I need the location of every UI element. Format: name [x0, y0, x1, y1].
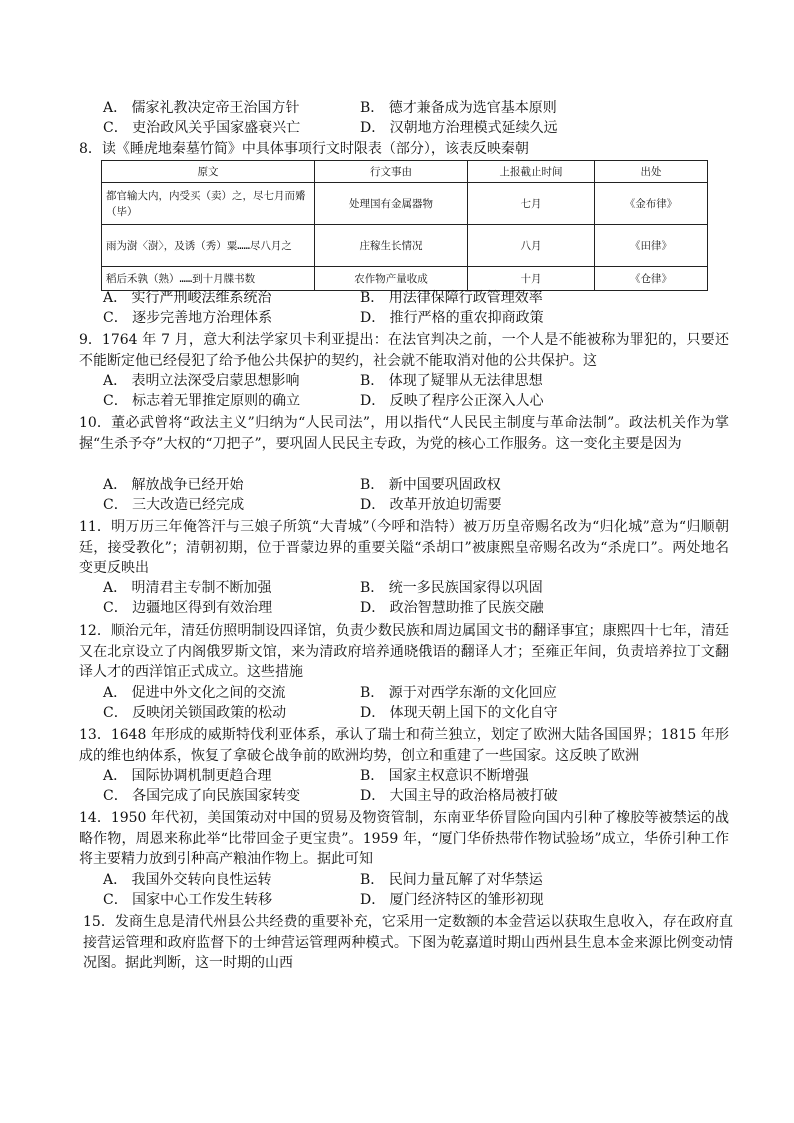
q10-option-a[interactable]: A． 解放战争已经开始	[103, 477, 244, 493]
q9-option-a[interactable]: A． 表明立法深受启蒙思想影响	[103, 373, 300, 389]
question-number: 10．	[79, 415, 111, 431]
q9-option-b[interactable]: B． 体现了疑罪从无法律思想	[360, 373, 543, 389]
table-cell: 都官输大内，内受买（卖）之，尽七月而觱（毕）	[102, 183, 315, 225]
q8-option-d[interactable]: D． 推行严格的重农抑商政策	[360, 310, 544, 326]
q13-option-a[interactable]: A． 国际协调机制更趋合理	[103, 768, 272, 784]
q11-option-c[interactable]: C． 边疆地区得到有效治理	[103, 600, 273, 616]
q14-option-d[interactable]: D． 厦门经济特区的雏形初现	[360, 892, 544, 908]
column-header: 行文事由	[315, 161, 468, 183]
q12-option-a[interactable]: A． 促进中外文化之间的交流	[103, 685, 286, 701]
question-stem: 1950 年代初，美国策动对中国的贸易及物资管制，东南亚华侨冒险向国内引种了橡胶等被禁运的战略作物，周恩来称此举“比带回金子更宝贵”。1959 年，“厦门华侨热带作物试验场”成立，华侨引种工作将主要精力放到引种高产粮油作物上。据此可知	[79, 810, 729, 867]
table-cell: 十月	[468, 267, 595, 291]
q8-option-b[interactable]: B． 用法律保障行政管理效率	[360, 290, 543, 306]
table-header-row	[102, 161, 708, 183]
table-row	[102, 183, 708, 225]
q10-option-c[interactable]: C． 三大改造已经完成	[103, 497, 245, 513]
q7-option-c[interactable]: C． 吏治政风关乎国家盛衰兴亡	[103, 120, 301, 136]
question-stem: 1648 年形成的威斯特伐利亚体系，承认了瑞士和荷兰独立，划定了欧洲大陆各国国界；1815 年形成的维也纳体系，恢复了拿破仑战争前的欧洲均势，创立和重建了一些国家。这反映了欧洲	[79, 727, 729, 764]
table-cell: 稻后禾孰（熟）……到十月牒书数	[102, 267, 315, 291]
question-10	[79, 413, 729, 454]
q11-option-a[interactable]: A． 明清君主专制不断加强	[103, 580, 272, 596]
source-table	[101, 160, 708, 291]
q14-option-a[interactable]: A． 我国外交转向良性运转	[103, 872, 272, 888]
q8-option-c[interactable]: C． 逐步完善地方治理体系	[103, 310, 273, 326]
q8-option-a[interactable]: A． 实行严刑峻法维系统治	[103, 290, 272, 306]
question-stem: 1764 年 7 月，意大利法学家贝卡利亚提出：在法官判决之前，一个人是不能被称为罪犯的，只要还不能断定他已经侵犯了给予他公共保护的契约，社会就不能取消对他的公共保护。这	[79, 332, 729, 369]
column-header: 上报截止时间	[468, 161, 595, 183]
q13-option-c[interactable]: C． 各国完成了向民族国家转变	[103, 788, 301, 804]
question-8	[79, 139, 729, 160]
question-stem: 顺治元年，清廷仿照明制设四译馆，负责少数民族和周边属国文书的翻译事宜；康熙四十七年，清廷又在北京设立了内阁俄罗斯文馆，来为清政府培养通晓俄语的翻译人才；至雍正年间，负责培养拉丁文翻译人才的西洋馆正式成立。这些措施	[79, 623, 729, 680]
q9-option-c[interactable]: C． 标志着无罪推定原则的确立	[103, 393, 301, 409]
question-number: 14．	[79, 810, 111, 826]
column-header: 出处	[595, 161, 708, 183]
question-13	[79, 725, 729, 766]
q13-option-b[interactable]: B． 国家主权意识不断增强	[360, 768, 529, 784]
column-header: 原文	[102, 161, 315, 183]
table-cell: 农作物产量收成	[315, 267, 468, 291]
q14-option-c[interactable]: C． 国家中心工作发生转移	[103, 892, 273, 908]
table-cell: 雨为澍〈澍〉，及诱（秀）粟……尽八月之	[102, 225, 315, 267]
table-cell: 庄稼生长情况	[315, 225, 468, 267]
q12-option-d[interactable]: D． 体现天朝上国下的文化自守	[360, 705, 558, 721]
table-cell: 八月	[468, 225, 595, 267]
question-stem: 发商生息是清代州县公共经费的重要补充，它采用一定数额的本金营运以获取生息收入，存在政府直接营运管理和政府监督下的士绅营运管理两种模式。下图为乾嘉道时期山西州县生息本金来源比例变动情况图。据此判断，这一时期的山西	[83, 914, 733, 971]
table-cell: 《金布律》	[595, 183, 708, 225]
question-stem: 读《睡虎地秦墓竹简》中具体事项行文时限表（部分），该表反映秦朝	[101, 141, 529, 157]
question-number: 9．	[79, 332, 102, 348]
question-11	[79, 517, 729, 579]
table-cell: 《田律》	[595, 225, 708, 267]
q12-option-b[interactable]: B． 源于对西学东渐的文化回应	[360, 685, 557, 701]
question-number: 8．	[79, 141, 102, 157]
table-cell: 七月	[468, 183, 595, 225]
q13-option-d[interactable]: D． 大国主导的政治格局被打破	[360, 788, 558, 804]
q7-option-d[interactable]: D． 汉朝地方治理模式延续久远	[360, 120, 558, 136]
q11-option-d[interactable]: D． 政治智慧助推了民族交融	[360, 600, 544, 616]
question-number: 11．	[79, 519, 111, 535]
question-stem: 明万历三年俺答汗与三娘子所筑“大青城”（今呼和浩特）被万历皇帝赐名改为“归化城”意为“归顺朝廷，接受教化”；清朝初期，位于晋蒙边界的重要关隘“杀胡口”被康熙皇帝赐名改为“杀虎口”。两处地名变更反映出	[79, 519, 729, 576]
question-number: 15．	[83, 914, 115, 930]
q9-option-d[interactable]: D． 反映了程序公正深入人心	[360, 393, 544, 409]
question-14	[79, 808, 729, 870]
q7-option-a[interactable]: A． 儒家礼教决定帝王治国方针	[103, 100, 300, 116]
table-cell: 处理国有金属器物	[315, 183, 468, 225]
q12-option-c[interactable]: C． 反映闭关锁国政策的松动	[103, 705, 287, 721]
q10-option-d[interactable]: D． 改革开放迫切需要	[360, 497, 502, 513]
q10-option-b[interactable]: B． 新中国要巩固政权	[360, 477, 501, 493]
question-stem: 董必武曾将“政法主义”归纳为“人民司法”，用以指代“人民民主制度与革命法制”。政法机关作为掌握“生杀予夺”大权的“刀把子”，要巩固人民民主专政，为党的核心工作服务。这一变化主要是因为	[79, 415, 729, 452]
table-cell: 《仓律》	[595, 267, 708, 291]
q7-option-b[interactable]: B． 德才兼备成为选官基本原则	[360, 100, 557, 116]
question-12	[79, 621, 729, 683]
table-row	[102, 267, 708, 291]
question-15	[83, 912, 733, 974]
table-row	[102, 225, 708, 267]
q11-option-b[interactable]: B． 统一多民族国家得以巩固	[360, 580, 543, 596]
question-9	[79, 330, 729, 371]
q14-option-b[interactable]: B． 民间力量瓦解了对华禁运	[360, 872, 543, 888]
question-number: 13．	[79, 727, 111, 743]
question-number: 12．	[79, 623, 111, 639]
